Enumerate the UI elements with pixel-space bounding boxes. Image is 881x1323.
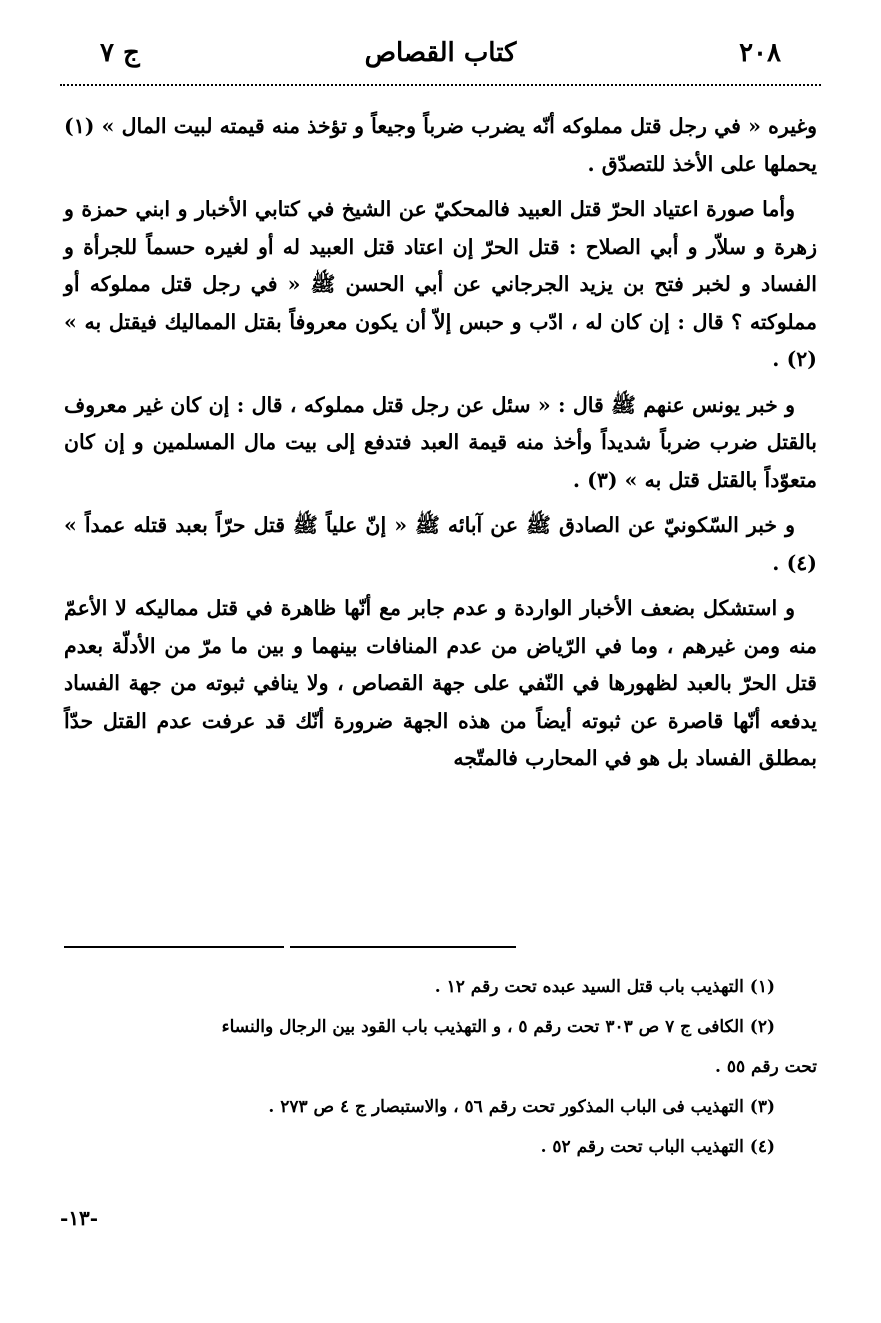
paragraph: وغيره « في رجل قتل مملوكه أنّه يضرب ضرباً وجيعاً و تؤخذ منه قيمته لبيت المال » (١) يحملها على الأخذ للتصدّق . xyxy=(64,114,817,176)
volume-label: ج ٧ xyxy=(100,38,140,68)
signature-mark: -١٣- xyxy=(60,1206,99,1230)
footnotes xyxy=(64,970,817,1170)
footnote: (٤) التهذيب الباب تحت رقم ٥٢ . xyxy=(540,1137,775,1157)
header-dotted-rule xyxy=(60,84,821,86)
paragraph: وأما صورة اعتياد الحرّ قتل العبيد فالمحكيّ عن الشيخ في كتابي الأخبار و ابني حمزة و زهرة و سلاّر و أبي الصلاح : قتل الحرّ إن اعتاد قتل العبيد له أو لغيره حسماً للجرأة و الفساد و لخبر فتح بن يزيد الجرجاني عن أبي الحسن ﷺ « في رجل قتل مملوكه أو مملوكته ؟ قال : إن كان له ، ادّب و حبس إلاّ أن يكون معروفاً بقتل المماليك فيقتل به » (٢) . xyxy=(64,197,817,371)
separator-line xyxy=(64,946,284,948)
footnote: (١) التهذيب باب قتل السيد عبده تحت رقم ١٢ . xyxy=(434,977,775,997)
footnote-continuation: تحت رقم ٥٥ . xyxy=(715,1057,817,1077)
paragraph: و خبر السّكونيّ عن الصادق ﷺ عن آبائه ﷺ « إنّ علياً ﷺ قتل حرّاً بعبد قتله عمداً » (٤) . xyxy=(64,513,817,575)
paragraph: و خبر يونس عنهم ﷺ قال : « سئل عن رجل قتل مملوكه ، قال : إن كان غير معروف بالقتل ضرب ضرباً شديداً وأخذ منه قيمة العبد فتدفع إلى بيت مال المسلمين و إن كان متعوّداً بالقتل قتل به » (٣) . xyxy=(64,392,817,492)
book-title: كتاب القصاص xyxy=(364,38,517,68)
separator-line xyxy=(290,946,516,948)
footnote: (٢) الكافى ج ٧ ص ٣٠٣ تحت رقم ٥ ، و التهذيب باب القود بين الرجال والنساء xyxy=(221,1017,775,1037)
paragraph: و استشكل بضعف الأخبار الواردة و عدم جابر مع أنّها ظاهرة في قتل مماليكه لا الأعمّ منه ومن غيرهم ، وما في الرّياض من عدم المنافات بينهما و بين ما مرّ من الأدلّة بعدم قتل الحرّ بالعبد لظهورها في النّفي على جهة القصاص ، ولا ينافي ثبوته من جهة الفساد يدفعه أنّها قاصرة عن ثبوته أيضاً من هذه الجهة ضرورة أنّك قد عرفت عدم القتل حدّاً بمطلق الفساد بل هو في المحارب فالمتّجه xyxy=(64,596,817,770)
page-number: ٢٠٨ xyxy=(739,38,781,68)
main-text xyxy=(64,108,817,786)
page-header xyxy=(60,38,821,78)
footnote: (٣) التهذيب فى الباب المذكور تحت رقم ٥٦ ، والاستبصار ج ٤ ص ٢٧٣ . xyxy=(268,1097,775,1117)
